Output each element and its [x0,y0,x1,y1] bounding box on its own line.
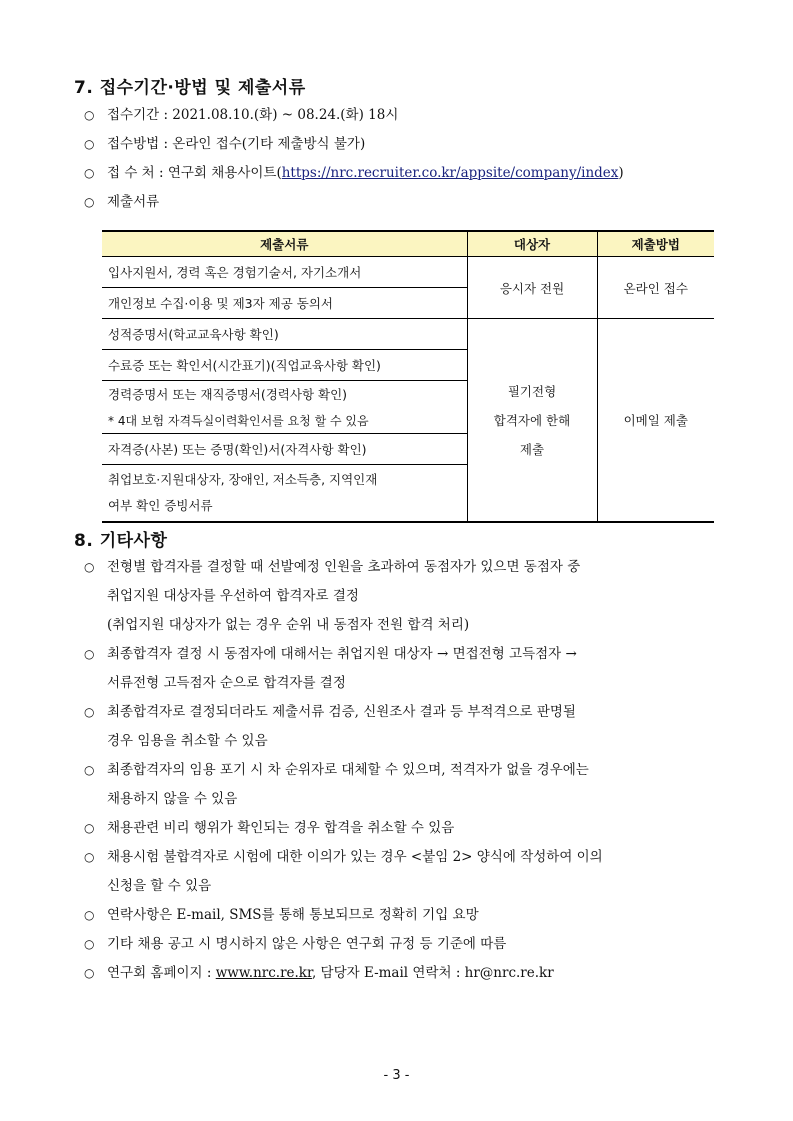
list-item: ○ 최종합격자의 임용 포기 시 차 순위자로 대체할 수 있으며, 적격자가 없을 경우에는 채용하지 않을 수 있음 [84,756,723,814]
section-8-title: 8. 기타사항 [74,531,168,551]
doc-note-cell: * 4대 보험 자격득실이력확인서를 요청 할 수 있음 [102,407,467,434]
list-item: ○ 최종합격자 결정 시 동점자에 대해서는 취업지원 대상자 → 면접전형 고득점자 → 서류전형 고득점자 순으로 합격자를 결정 [84,640,723,698]
list-item: ○ 최종합격자로 결정되더라도 제출서류 검증, 신원조사 결과 등 부적격으로 판명될 경우 임용을 취소할 수 있음 [84,698,723,756]
doc-cell: 성적증명서(학교교육사항 확인) [102,319,467,350]
list-item: ○ 기타 채용 공고 시 명시하지 않은 사항은 연구회 규정 등 기준에 따름 [84,930,723,959]
documents-table [102,230,714,523]
doc-cell: 입사지원서, 경력 혹은 경험기술서, 자기소개서 [102,257,467,288]
circle-bullet-icon: ○ [84,850,95,864]
circle-bullet-icon: ○ [84,647,95,661]
header-documents: 제출서류 [102,231,467,257]
list-item: ○ 연락사항은 E-mail, SMS를 통해 통보되므로 정확히 기입 요망 [84,901,723,930]
recruit-site-link[interactable]: https://nrc.recruiter.co.kr/appsite/company/index [281,165,619,181]
circle-bullet-icon: ○ [84,937,95,951]
circle-bullet-icon: ○ [84,137,95,151]
circle-bullet-icon: ○ [84,821,95,835]
homepage-link[interactable]: www.nrc.re.kr [215,965,312,981]
circle-bullet-icon: ○ [84,195,95,209]
doc-cell: 자격증(사본) 또는 증명(확인)서(자격사항 확인) [102,434,467,465]
doc-cell: 개인정보 수집·이용 및 제3자 제공 동의서 [102,288,467,319]
target-cell: 필기전형 합격자에 한해 제출 [467,319,597,523]
circle-bullet-icon: ○ [84,560,95,574]
list-item: ○ 제출서류 [84,188,723,217]
circle-bullet-icon: ○ [84,763,95,777]
list-item: ○ 채용시험 불합격자로 시험에 대한 이의가 있는 경우 <붙임 2> 양식에 작성하여 이의 신청을 할 수 있음 [84,843,723,901]
list-item: ○ 연구회 홈페이지 : www.nrc.re.kr, 담당자 E-mail 연락처 : hr@nrc.re.kr [84,959,723,988]
circle-bullet-icon: ○ [84,966,95,980]
circle-bullet-icon: ○ [84,166,95,180]
list-item: ○ 접수방법 : 온라인 접수(기타 제출방식 불가) [84,130,723,159]
list-item: ○ 채용관련 비리 행위가 확인되는 경우 합격을 취소할 수 있음 [84,814,723,843]
section-7-title: 7. 접수기간·방법 및 제출서류 [74,78,306,98]
doc-cell: 경력증명서 또는 재직증명서(경력사항 확인) [102,381,467,408]
circle-bullet-icon: ○ [84,108,95,122]
list-item: ○ 접 수 처 : 연구회 채용사이트(https://nrc.recruiter.co.kr/appsite/company/index) [84,159,723,188]
page-number: - 3 - [383,1068,410,1083]
method-cell: 이메일 제출 [597,319,714,523]
header-method: 제출방법 [597,231,714,257]
doc-cell: 수료증 또는 확인서(시간표기)(직업교육사항 확인) [102,350,467,381]
doc-cell: 취업보호·지원대상자, 장애인, 저소득층, 지역인재 여부 확인 증빙서류 [102,465,467,523]
header-target: 대상자 [467,231,597,257]
method-cell: 온라인 접수 [597,257,714,319]
list-item: ○ 접수기간 : 2021.08.10.(화) ~ 08.24.(화) 18시 [84,101,723,130]
circle-bullet-icon: ○ [84,705,95,719]
circle-bullet-icon: ○ [84,908,95,922]
list-item: ○ 전형별 합격자를 결정할 때 선발예정 인원을 초과하여 동점자가 있으면 동점자 중 취업지원 대상자를 우선하여 합격자로 결정 (취업지원 대상자가 없는 경우 순위 내 동점자 전원 합격 처리) [84,553,723,640]
target-cell: 응시자 전원 [467,257,597,319]
